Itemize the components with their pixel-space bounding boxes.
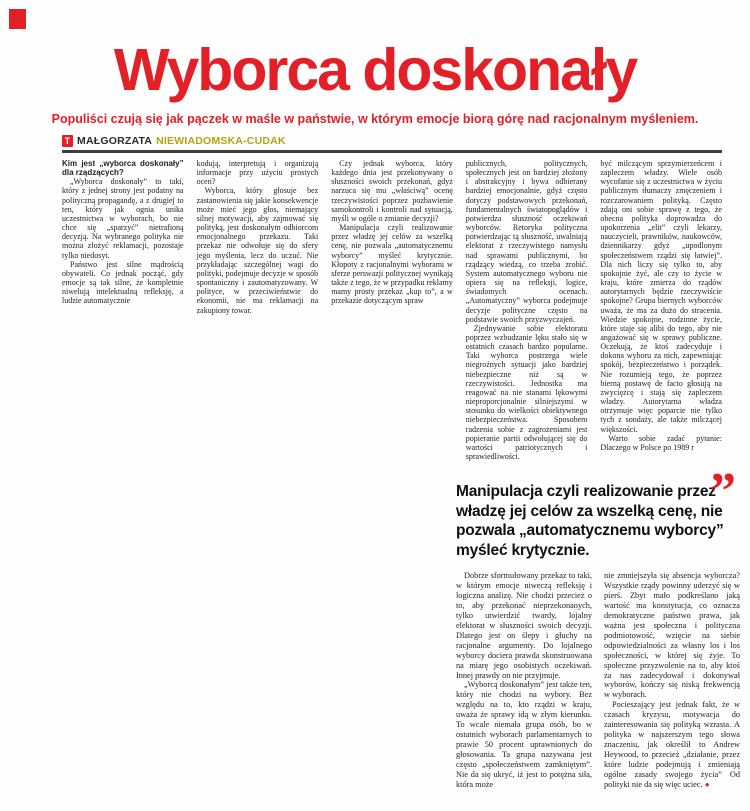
article-end-mark: ● [704,780,710,790]
column-5 [600,159,722,461]
bottom-column-1 [456,571,592,790]
paragraph: Czy jednak wyborca, który każdego dnia jest przekonywany o słuszności swoich przekonań, gdyż narzuca się mu „właściwą” ocenę rzeczywistości poprzez pozbawienie samokontroli i kontroli nad sytuacją, myśli w ogóle o zmianie decyzji? [331,159,453,223]
pull-quote-text: Manipulacja czyli realizowanie przez władzę jej celów za wszelką cenę, nie pozwala „automatycznemu wyborcy” myśleć krytycznie. [456,483,724,559]
paragraph: Dobrze sformułowany przekaz to taki, w którym emocje niweczą refleksję i logiczna analizę. Nie chodzi przecież o to, aby przekonać nieprzekonanych, tylko utwierdzić twardy, lojalny elektorat w słuszności swoich decyzji. Dlatego jest on ślepy i głuchy na racjonalne argumenty. Do lojalnego wyborcy dociera prawda skonstruowana na miarę jego osobistych oczekiwań. Innej prawdy on nie przyjmuje. [456,571,592,680]
author-first-name: MAŁGORZATA [77,135,153,147]
article-lede: Populiści czują się jak pączek w maśle w państwie, w którym emocje biorą górę nad racjonalnym myśleniem. [51,112,699,126]
publication-logo-icon: T [62,135,73,147]
paragraph: Wyborca, który głosuje bez zastanowienia się jakie konsekwencje może mieć jego głos, niemający silnej motywacji, aby zajmować się polityką, jest doskonałym odbiorcom emocjonalnego przekazu. Taki przekaz nie odwołuje się do sfery jego myślenia, lecz do uczuć. Nie przykładając szczególnej wagi do polityki, podejmuje decyzje w sposób spontaniczny i zautomatyzowany. W polityce, w przeciwieństwie do ekonomii, nie ma reklamacji na zakupiony towar. [196,186,319,315]
pull-quote [456,463,742,560]
paragraph: publicznych, politycznych, społecznych jest on bardziej złożony i abstrakcyjny i bywa odbierany bardziej emocjonalnie, gdyż często dotyczy podstawowych przekonań, fundamentalnych światopoglądów i potwierdza słuszność oczekiwań wyborców. Retoryka polityczna potwierdzając tą słuszność, uwalniają elektorat z rzeczywistego namysłu nad sprawami publicznymi, bo rządzący wiedzą, co trzeba zrobić. System automatycznego wyboru nie opiera się na refleksji, logice, świadomych ocenach. „Automatyczny” wyborca podejmuje decyzje polityczne często na podstawie swoich przyzwyczajeń. [465,159,588,324]
byline-rule [62,150,722,153]
article-top-columns [62,159,722,461]
article-bottom-columns [456,571,740,790]
paragraph-text: Pocieszający jest jednak fakt, że w czasach kryzysu, motywacja do zainteresowania się polityką wzrasta. A polityka w najszerszym tego słowa znaczeniu, jak określił to Andrew Heywood, to przecież „działanie, przez które ludzie podejmują i zmieniają ogólne zasady swojego życia” Od polityki nie da się więc uciec. [604,700,740,790]
quote-mark-icon: ” [710,463,736,520]
paragraph: nie zmniejszyła się absencja wyborcza? Wszystkie rządy powinny uderzyć się w pierś. Zbyt mało podkreślano jaką wartość ma konstytucja, co oznacza demokratyczne państwo prawa, jak ważna jest społeczna i polityczna podmiotowość, wzięcie na siebie odpowiedzialności za własny los i los społeczności, w której się żyje. To społeczne przyzwolenie na to, aby ktoś za nas zadecydował i dokonywał wyborów, kończy się niską frekwencją w wyborach. [604,571,740,700]
intro-heading: Kim jest „wyborca doskonały” dla rządzących? [62,159,184,178]
paragraph: kodują, interpretują i organizują informacje przy użyciu prostych ocen? [196,159,319,187]
paragraph: być milczącym sprzymierzeńcem i zapleczem władzy. Wiele osób wycofanie się z uczestnictwa w życiu publicznym tłumaczy zmęczeniem i rozczarowaniem polityką. Często zdają oni sobie sprawę z tego, że obecna polityka doprowadza do upokorzenia „elit” czyli lekarzy, nauczycieli, prawników, naukowców, dziennikarzy gdyż „upodlonym społeczeństwem rządzi się łatwiej”. Dla nich liczy się tylko to, aby spokojnie żyć, ale czy to życie w kraju, które zmierza do rządów autorytarnych będzie rzeczywiście spokojne? Grupa biernych wyborców uważa, że ma za dużo do stracenia. Wiedzie spokojne, rodzinne życie, które staje się alibi do tego, aby nie angażować się w sprawy publiczne. Oczekują, że ktoś zadecyduje i dokona wyboru za nich, zapewniając spokój, bezpieczeństwo i porządek. Nie rozumieją tego, że poprzez bierną postawę de facto głosują na zwycięzcę i stają się zapleczem władzy. Autorytarna władza otrzymuje więc poparcie nie tylko tych z sondaży, ale także milczącej większości. [600,159,722,434]
paragraph: „Wyborcą doskonałym” jest także ten, który nie chodzi na wybory. Bez względu na to, kto rządzi w kraju, uważa że sprawy idą w złym kierunku. To wcale niemała grupa osób, bo w ostatnich wyborach parlamentarnych to prawie 50 procent uprawnionych do głosowania. Ta grupa nazywana jest często „społeczeństwem zamkniętym”. Nie da się ukryć, iż jest to potężna siła, która może [456,680,592,790]
page-corner-mark [9,9,26,29]
last-paragraph [604,700,740,790]
column-1 [62,159,184,461]
column-3 [331,159,453,461]
paragraph: Zjednywanie sobie elektoratu poprzez wzbudzanie lęku stało się w ostatnich czasach bardzo popularne. Taki wyborca postrzega wiele niegroźnych sytuacji jako bardziej niebezpieczne niż są w rzeczywistości. Jednostka ma reagować na nie stanami lękowymi nieproporcjonalnie silniejszymi w stosunku do wielkości obiektywnego niebezpieczeństwa. Sposobem radzenia sobie z zagrożeniami jest popieranie partii odwołującej się do wartości patriotycznych i sprawiedliwości. [465,323,588,461]
column-2 [197,159,319,461]
article-title: Wyborca doskonały [113,37,637,103]
paragraph: Państwo jest silne mądrością obywateli. Co jednak począć, gdy emocje są tak silne, że kompletnie niwelują intelektualną refleksję, a ludzie automatycznie [62,259,184,306]
paragraph: Warto sobie zadać pytanie: Dlaczego w Polsce po 1989 r [600,433,722,452]
paragraph: Manipulacja czyli realizowanie przez władzę jej celów za wszelką cenę, nie pozwala „automatycznemu wyborcy” myśleć krytycznie. Kłopoty z racjonalnymi wyborami w sferze perswazji politycznej wynikają także z tego, że w przypadku reklamy mamy prosty przekaz „kup to”, a w przekazie dotyczącym spraw [331,223,453,306]
byline [62,134,722,148]
author-last-name: NIEWIADOMSKA-CUDAK [156,135,286,147]
column-4 [466,159,588,461]
bottom-column-2 [604,571,740,790]
paragraph: „Wyborca doskonały” to taki, który z jednej strony jest podatny na polityczną propagandę, a z drugiej to ten, który jak ognia unika uczestnictwa w wyborach, bo nie chce się „sparzyć” nietrafioną decyzją. Na wybranego polityka nie można złożyć reklamacji, pozostaje tylko niedosyt. [62,177,184,260]
